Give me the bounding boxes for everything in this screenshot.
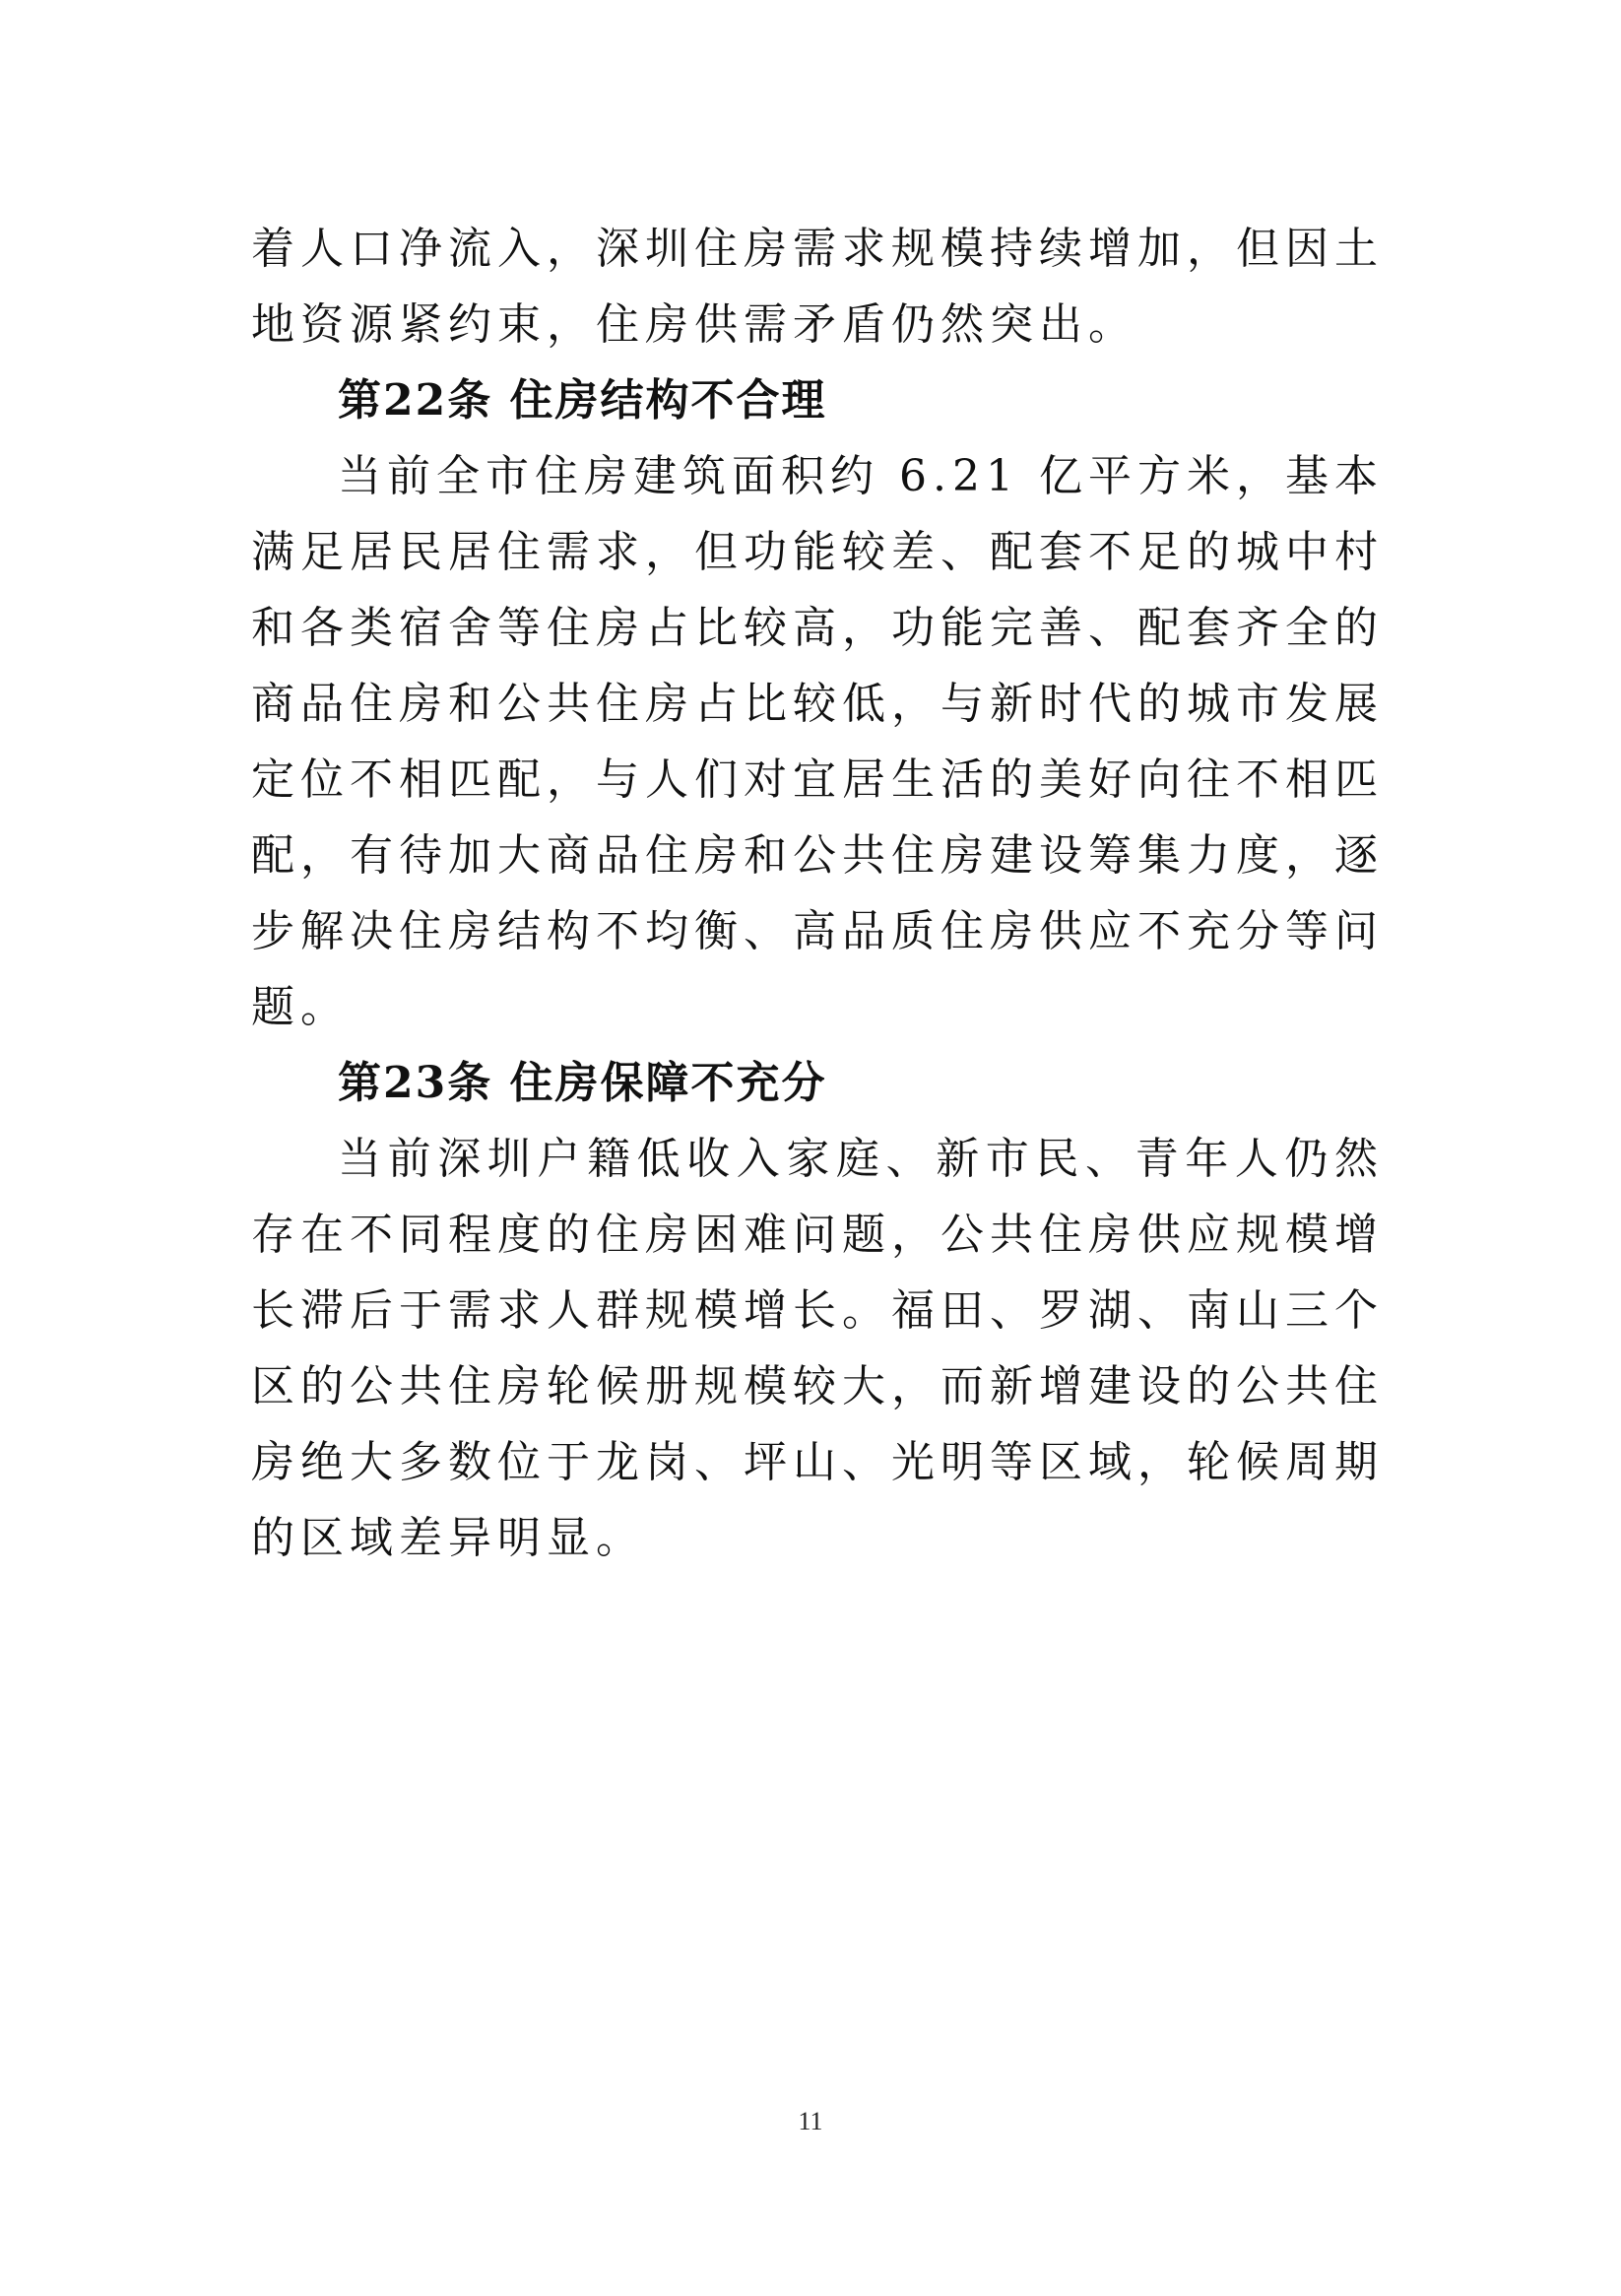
paragraph-housing-security: 当前深圳户籍低收入家庭、新市民、青年人仍然存在不同程度的住房困难问题，公共住房供应规模增长滞后于需求人群规模增长。福田、罗湖、南山三个区的公共住房轮候册规模较大，而新增建设的公共住房绝大多数位于龙岗、坪山、光明等区域，轮候周期的区域差异明显。	[251, 1134, 1384, 1563]
section-heading-22: 第22条 住房结构不合理	[338, 375, 827, 426]
paragraph-housing-structure: 当前全市住房建筑面积约 6.21 亿平方米，基本满足居民居住需求，但功能较差、配套不足的城中村和各类宿舍等住房占比较高，功能完善、配套齐全的商品住房和公共住房占比较低，与新时代的城市发展定位不相匹配，与人们对宜居生活的美好向往不相匹配，有待加大商品住房和公共住房建设筹集力度，逐步解决住房结构不均衡、高品质住房供应不充分等问题。	[251, 451, 1384, 1032]
page-body	[251, 211, 1384, 1576]
page-number: 11	[798, 2107, 823, 2135]
section-heading-23: 第23条 住房保障不充分	[338, 1058, 827, 1108]
continued-paragraph: 着人口净流入，深圳住房需求规模持续增加，但因土地资源紧约束，住房供需矛盾仍然突出。	[251, 224, 1384, 350]
